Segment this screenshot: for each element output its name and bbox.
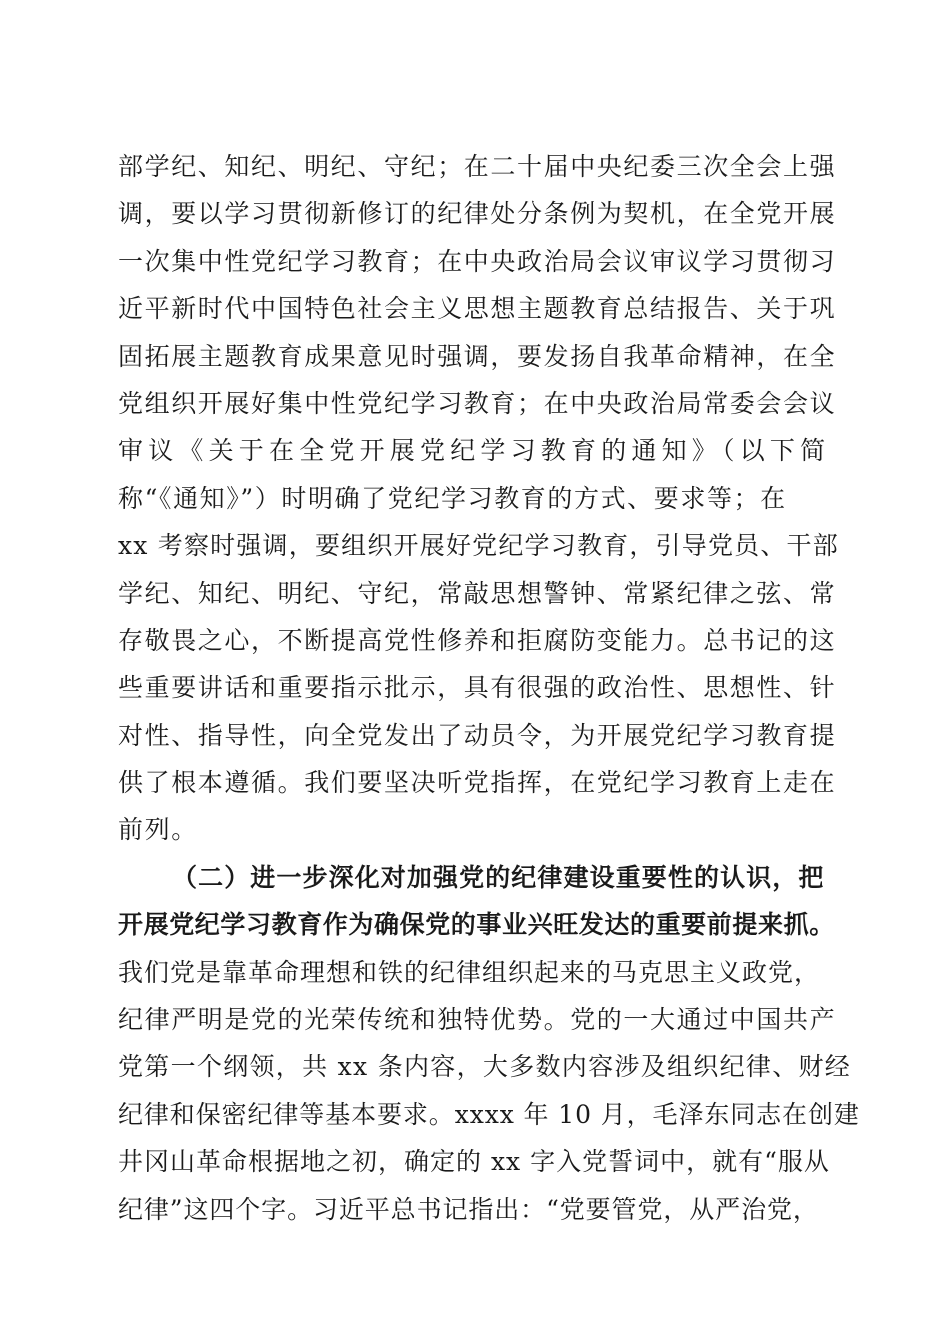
text-line: 前列。: [118, 815, 198, 845]
text-line: 纪律”这四个字。习近平总书记指出：“党要管党，从严治党，: [118, 1194, 819, 1224]
text-line: 党第一个纲领，共 xx 条内容，大多数内容涉及组织纪律、财经: [118, 1052, 852, 1082]
section-heading-line: 开展党纪学习教育作为确保党的事业兴旺发达的重要前提来抓。: [118, 910, 835, 940]
text-line: 学纪、知纪、明纪、守纪，常敲思想警钟、常紧纪律之弦、常: [118, 578, 837, 608]
text-line: 近平新时代中国特色社会主义思想主题教育总结报告、关于巩: [118, 294, 837, 324]
text-line: xx 考察时强调，要组织开展好党纪学习教育，引导党员、干部: [118, 531, 839, 561]
text-line: 纪律和保密纪律等基本要求。xxxx 年 10 月，毛泽东同志在创建: [118, 1099, 860, 1129]
text-line: 审议《关于在全党开展党纪学习教育的通知》（以下简: [118, 436, 831, 466]
text-line: 对性、指导性，向全党发出了动员令，为开展党纪学习教育提: [118, 720, 837, 750]
text-line: 些重要讲话和重要指示批示，具有很强的政治性、思想性、针: [118, 673, 837, 703]
text-line: 纪律严明是党的光荣传统和独特优势。党的一大通过中国共产: [118, 1005, 837, 1035]
text-line: 一次集中性党纪学习教育；在中央政治局会议审议学习贯彻习: [118, 246, 837, 276]
text-line: 调，要以学习贯彻新修订的纪律处分条例为契机，在全党开展: [118, 199, 837, 229]
section-heading-line: （二）进一步深化对加强党的纪律建设重要性的认识，把: [172, 862, 825, 892]
text-line: 我们党是靠革命理想和铁的纪律组织起来的马克思主义政党，: [118, 957, 821, 987]
document-body: [118, 143, 860, 1233]
text-line: 存敬畏之心，不断提高党性修养和拒腐防变能力。总书记的这: [118, 625, 837, 655]
text-line: 部学纪、知纪、明纪、守纪；在二十届中央纪委三次全会上强: [118, 152, 837, 181]
text-line: 供了根本遵循。我们要坚决听党指挥，在党纪学习教育上走在: [118, 768, 837, 798]
text-line: 称“《通知》”）时明确了党纪学习教育的方式、要求等；在: [118, 483, 787, 513]
text-line: 固拓展主题教育成果意见时强调，要发扬自我革命精神，在全: [118, 341, 837, 371]
text-line: 党组织开展好集中性党纪学习教育；在中央政治局常委会会议: [118, 388, 837, 418]
text-line: 井冈山革命根据地之初，确定的 xx 字入党誓词中，就有“服从: [118, 1147, 830, 1177]
